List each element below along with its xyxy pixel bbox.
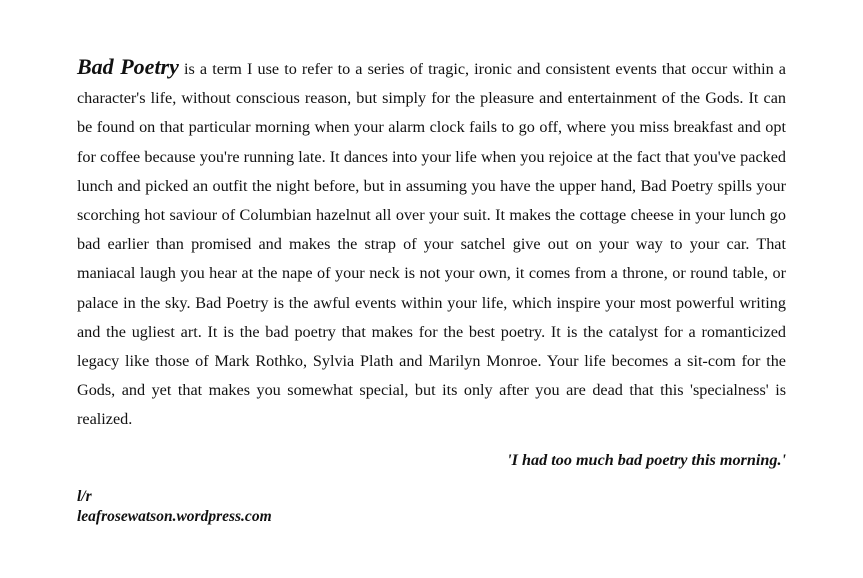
signature-block: [77, 487, 786, 527]
author-initials: l/r: [77, 487, 92, 505]
author-website: leafrosewatson.wordpress.com: [77, 507, 272, 525]
definition-text: is a term I use to refer to a series of tragic, ironic and consistent events that occur within a character's life, without conscious reason, but simply for the pleasure and entertainment of the Gods. It can be found on that particular morning when your alarm clock fails to go off, where you miss breakfast and opt for coffee because you're running late. It dances into your life when you rejoice at the fact that you've packed lunch and picked an outfit the night before, but in assuming you have the upper hand, Bad Poetry spills your scorching hot saviour of Columbian hazelnut all over your suit. It makes the cottage cheese in your lunch go bad earlier than promised and makes the strap of your satchel give out on your way to your car. That maniacal laugh you hear at the nape of your neck is not your own, it comes from a throne, or round table, or palace in the sky. Bad Poetry is the awful events within your life, which inspire your most powerful writing and the ugliest art. It is the bad poetry that makes for the best poetry. It is the catalyst for a romanticized legacy like those of Mark Rothko, Sylvia Plath and Marilyn Monroe. Your life becomes a sit-com for the Gods, and yet that makes you somewhat special, but its only after you are dead that this 'specialness' is realized.: [77, 60, 786, 429]
definition-paragraph: [77, 52, 786, 435]
defined-term: Bad Poetry: [77, 54, 179, 79]
closing-quote: 'I had too much bad poetry this morning.': [507, 450, 786, 469]
document-page: [77, 52, 786, 527]
